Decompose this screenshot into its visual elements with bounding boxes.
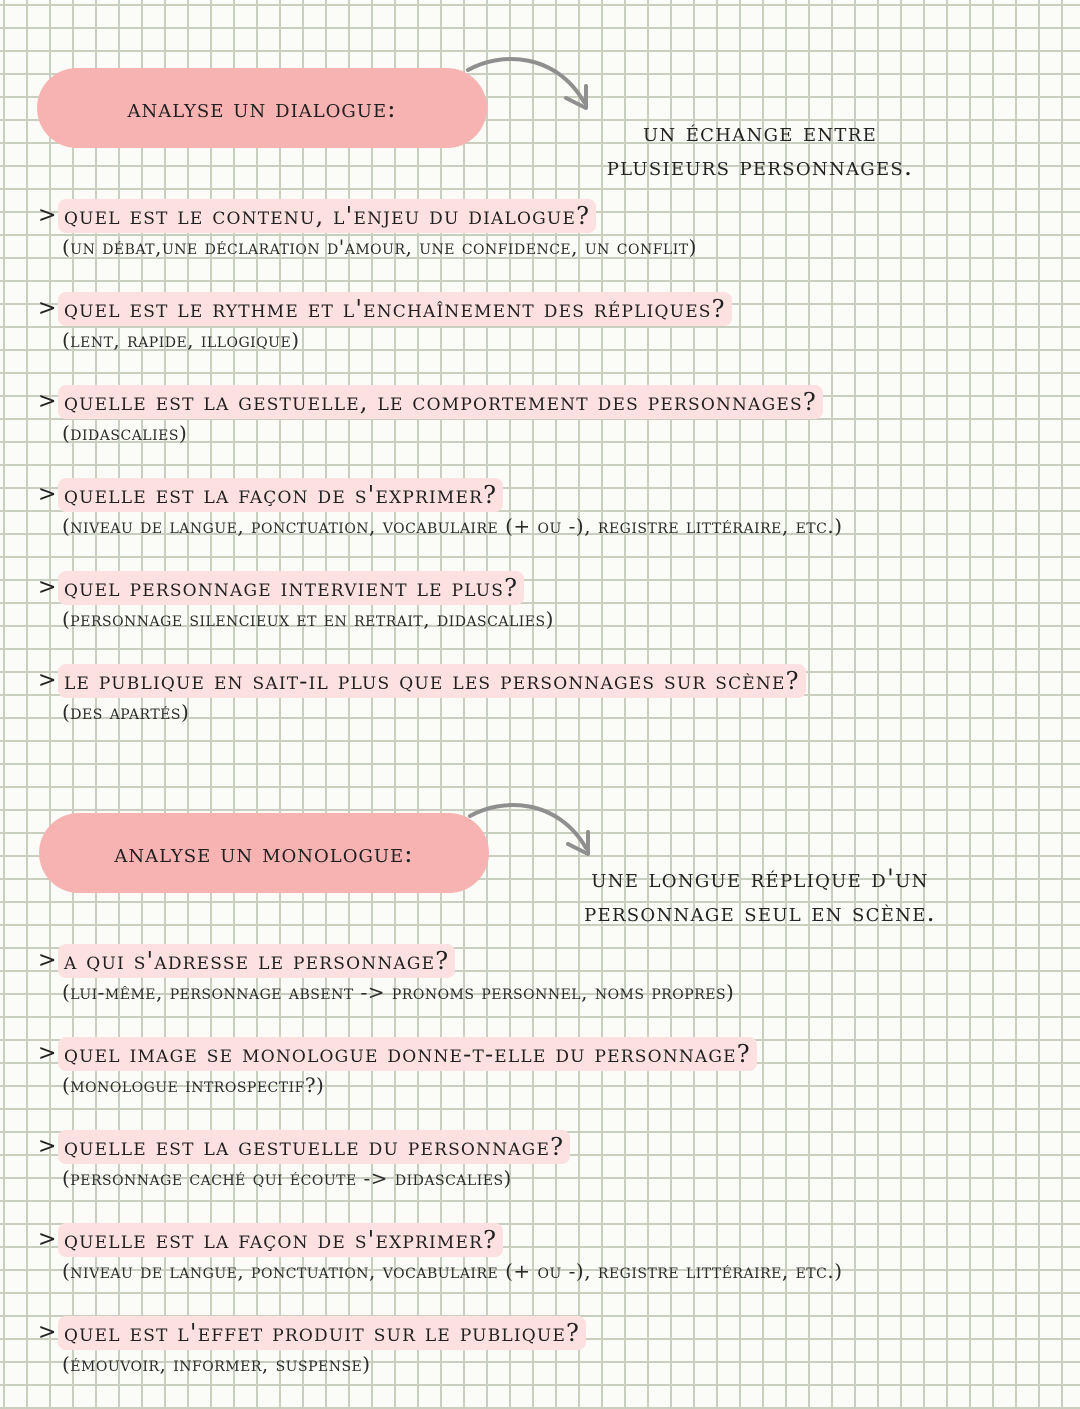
- monologue-definition-line2: personnage seul en scène.: [584, 898, 936, 927]
- monologue-definition-line1: une longue réplique d'un: [591, 864, 929, 893]
- curved-arrow-icon: [460, 50, 600, 120]
- question-text: quelle est la façon de s'exprimer?: [58, 1223, 503, 1257]
- question-text: quelle est la gestuelle du personnage?: [58, 1130, 570, 1164]
- question-text: le publique en sait-il plus que les personnages sur scène?: [58, 664, 806, 698]
- question-hint: (monologue introspectif?): [62, 1073, 325, 1097]
- question-text: quel est le rythme et l'enchaînement des répliques?: [58, 292, 732, 326]
- monologue-title: analyse un monologue:: [114, 838, 414, 868]
- question-text: quelle est la gestuelle, le comportement des personnages?: [58, 385, 823, 419]
- question-hint: (personnage silencieux et en retrait, didascalies): [62, 607, 554, 631]
- question-text: quel est le contenu, l'enjeu du dialogue?: [58, 199, 596, 233]
- question-hint: (didascalies): [62, 421, 188, 445]
- question-text: quel est l'effet produit sur le publique?: [58, 1316, 586, 1350]
- question-hint: (niveau de langue, ponctuation, vocabulaire (+ ou -), registre littéraire, etc.): [62, 514, 843, 538]
- curved-arrow-icon: [462, 796, 602, 866]
- monologue-definition: [550, 862, 970, 930]
- dialogue-title: analyse un dialogue:: [127, 93, 397, 123]
- bullet-marker: >: [38, 389, 57, 414]
- bullet-marker: >: [38, 1134, 57, 1159]
- dialogue-title-pill: [37, 68, 487, 148]
- bullet-marker: >: [38, 1227, 57, 1252]
- bullet-marker: >: [38, 948, 57, 973]
- question-hint: (lui-même, personnage absent -> pronoms personnel, noms propres): [62, 980, 735, 1004]
- bullet-marker: >: [38, 296, 57, 321]
- bullet-marker: >: [38, 1320, 57, 1345]
- question-hint: (lent, rapide, illogique): [62, 328, 300, 352]
- question-hint: (émouvoir, informer, suspense): [62, 1352, 371, 1376]
- question-text: quelle est la façon de s'exprimer?: [58, 478, 503, 512]
- dialogue-definition-line1: un échange entre: [642, 118, 878, 147]
- bullet-marker: >: [38, 575, 57, 600]
- question-text: a qui s'adresse le personnage?: [58, 944, 455, 978]
- monologue-title-pill: [39, 813, 489, 893]
- bullet-marker: >: [38, 482, 57, 507]
- question-hint: (des apartés): [62, 700, 190, 724]
- dialogue-definition-line2: plusieurs personnages.: [606, 152, 914, 181]
- question-hint: (un débat,une déclaration d'amour, une confidence, un conflit): [62, 235, 697, 259]
- question-hint: (personnage caché qui écoute -> didascalies): [62, 1166, 512, 1190]
- question-text: quel image se monologue donne-t-elle du personnage?: [58, 1037, 757, 1071]
- bullet-marker: >: [38, 1041, 57, 1066]
- bullet-marker: >: [38, 668, 57, 693]
- question-text: quel personnage intervient le plus?: [58, 571, 524, 605]
- bullet-marker: >: [38, 203, 57, 228]
- dialogue-definition: [560, 116, 960, 184]
- question-hint: (niveau de langue, ponctuation, vocabulaire (+ ou -), registre littéraire, etc.): [62, 1259, 843, 1283]
